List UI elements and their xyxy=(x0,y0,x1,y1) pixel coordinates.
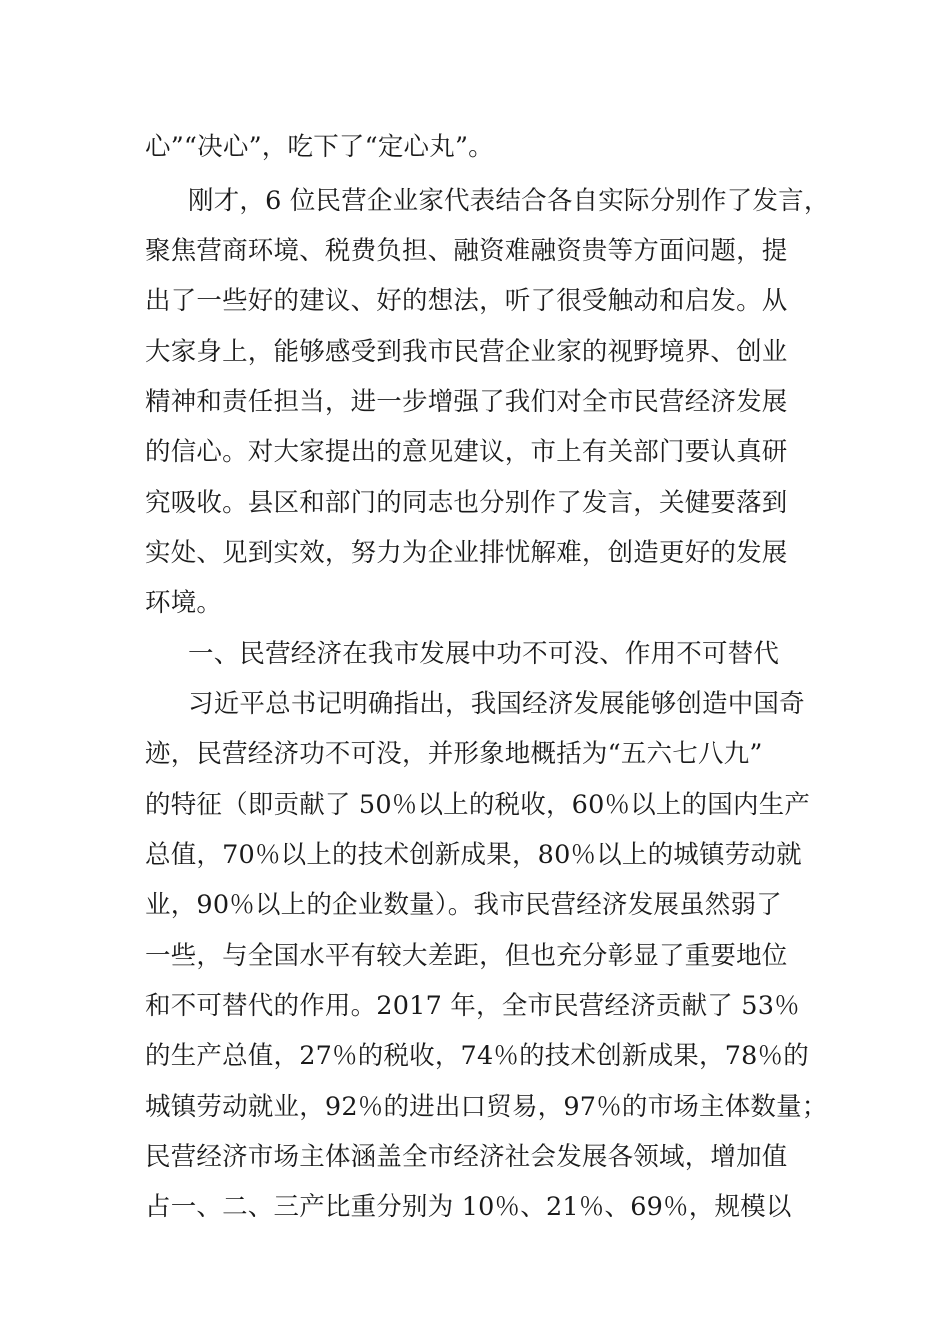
text-line: 占一、二、三产比重分别为 10％、21％、69％，规模以 xyxy=(145,1192,792,1222)
text-line: 精神和责任担当，进一步增强了我们对全市民营经济发展 xyxy=(145,387,788,417)
text-line: 的生产总值，27％的税收，74％的技术创新成果，78％的 xyxy=(145,1041,809,1071)
text-line: 实处、见到实效，努力为企业排忧解难，创造更好的发展 xyxy=(145,538,788,568)
text-line: 环境。 xyxy=(145,588,223,618)
text-line: 的信心。对大家提出的意见建议，市上有关部门要认真研 xyxy=(145,437,788,467)
text-line: 聚焦营商环境、税费负担、融资难融资贵等方面问题，提 xyxy=(145,236,788,266)
section-heading: 一、民营经济在我市发展中功不可没、作用不可替代 xyxy=(188,639,780,669)
text-line: 总值，70％以上的技术创新成果，80％以上的城镇劳动就 xyxy=(145,840,802,870)
text-line: 大家身上，能够感受到我市民营企业家的视野境界、创业 xyxy=(145,337,788,367)
text-line: 迹，民营经济功不可没，并形象地概括为“五六七八九” xyxy=(145,739,763,769)
text-line: 城镇劳动就业，92％的进出口贸易，97％的市场主体数量； xyxy=(145,1092,828,1122)
text-line: 习近平总书记明确指出，我国经济发展能够创造中国奇 xyxy=(188,689,805,719)
text-line: 的特征（即贡献了 50％以上的税收，60％以上的国内生产 xyxy=(145,790,811,820)
text-line: 出了一些好的建议、好的想法，听了很受触动和启发。从 xyxy=(145,286,788,316)
text-line: 一些，与全国水平有较大差距，但也充分彰显了重要地位 xyxy=(145,941,788,971)
text-line: 业，90％以上的企业数量）。我市民营经济发展虽然弱了 xyxy=(145,890,782,920)
text-line: 心”“决心”，吃下了“定心丸”。 xyxy=(145,132,494,162)
text-line: 究吸收。县区和部门的同志也分别作了发言，关健要落到 xyxy=(145,488,788,518)
text-line: 和不可替代的作用。2017 年，全市民营经济贡献了 53％ xyxy=(145,991,800,1021)
text-line: 刚才，6 位民营企业家代表结合各自实际分别作了发言， xyxy=(188,186,830,216)
text-line: 民营经济市场主体涵盖全市经济社会发展各领域，增加值 xyxy=(145,1142,788,1172)
